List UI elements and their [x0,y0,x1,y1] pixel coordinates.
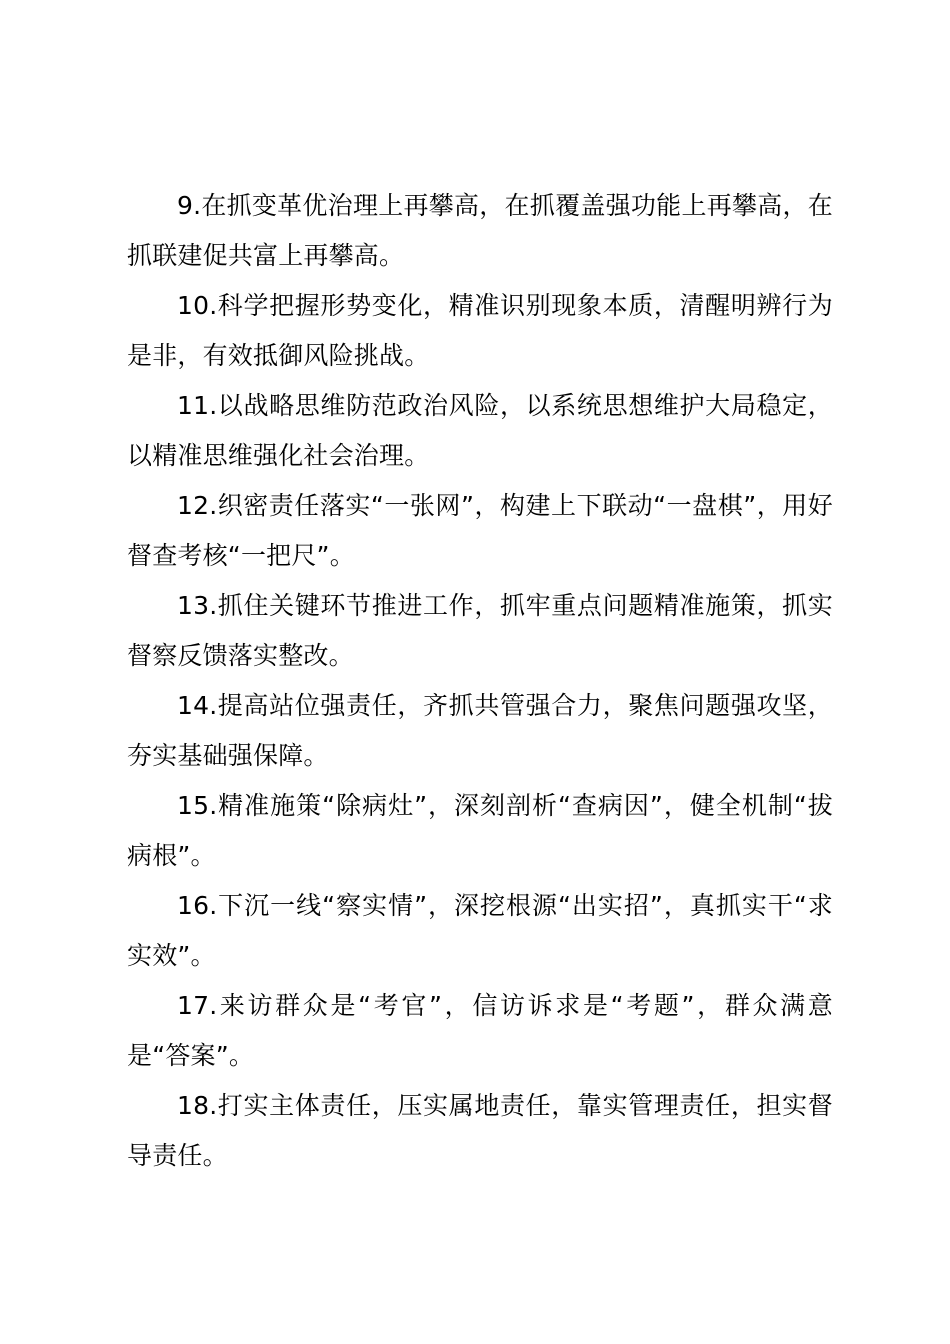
paragraph-10: 10.科学把握形势变化，精准识别现象本质，清醒明辨行为是非，有效抵御风险挑战。 [127,291,833,370]
paragraph-12: 12.织密责任落实“一张网”，构建上下联动“一盘棋”，用好督查考核“一把尺”。 [127,491,833,570]
paragraph-11: 11.以战略思维防范政治风险，以系统思想维护大局稳定，以精准思维强化社会治理。 [127,391,833,470]
paragraph-13: 13.抓住关键环节推进工作，抓牢重点问题精准施策，抓实督察反馈落实整改。 [127,591,833,670]
paragraph-18: 18.打实主体责任，压实属地责任，靠实管理责任，担实督导责任。 [127,1091,833,1170]
paragraph-16: 16.下沉一线“察实情”，深挖根源“出实招”，真抓实干“求实效”。 [127,891,833,970]
paragraph-14: 14.提高站位强责任，齐抓共管强合力，聚焦问题强攻坚，夯实基础强保障。 [127,691,833,770]
paragraph-9: 9.在抓变革优治理上再攀高，在抓覆盖强功能上再攀高，在抓联建促共富上再攀高。 [127,191,833,270]
paragraph-15: 15.精准施策“除病灶”，深刻剖析“查病因”，健全机制“拔病根”。 [127,791,833,870]
document-body [127,181,833,1181]
paragraph-17: 17.来访群众是“考官”，信访诉求是“考题”，群众满意是“答案”。 [127,991,833,1070]
